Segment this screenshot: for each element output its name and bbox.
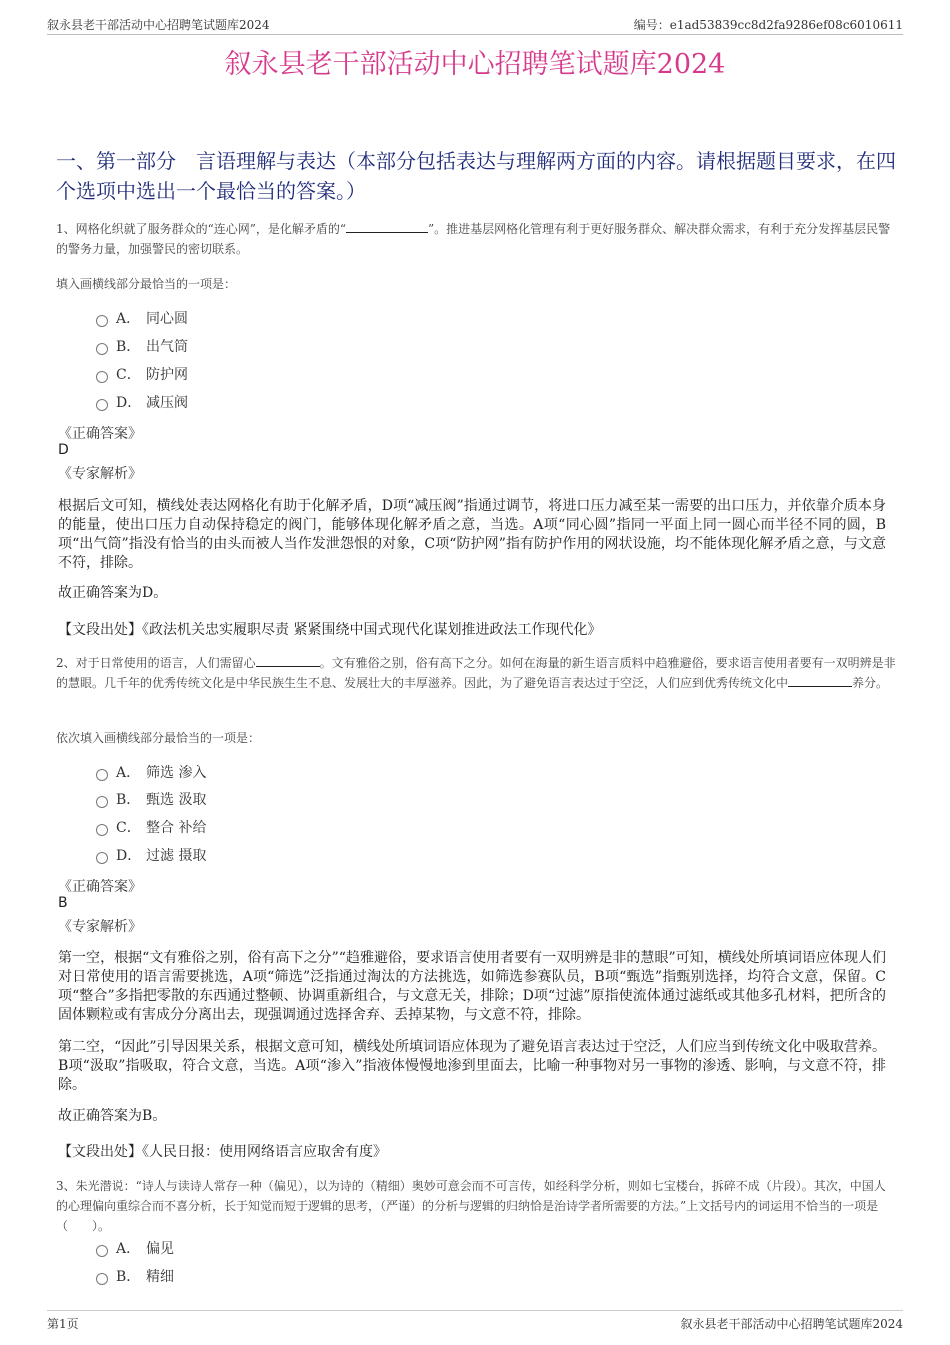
analysis-conclusion: 故正确答案为B。 bbox=[58, 1108, 167, 1124]
answer-value: D bbox=[58, 442, 69, 458]
question-1-text-b: ”。推进基层网格化管理有利于更好服务群众、解决群众需求，有利于充分发挥基层民警的警务力量，加强警民的密切联系。 bbox=[56, 222, 891, 256]
question-2-option-d[interactable]: D． 过滤 摄取 bbox=[96, 846, 206, 866]
analysis-paragraph: 第一空，根据“文有雅俗之别，俗有高下之分”“趋雅避俗，要求语言使用者要有一双明辨是非的慧眼”可知，横线处所填词语应体现人们对日常使用的语言需要挑选，A项“筛选”泛指通过淘汰的方法挑选，如筛选参赛队员，B项“甄选”指甄别选择，均符合文意，保留。C项“整合”多指把零散的东西通过整顿、协调重新组合，与文意无关，排除；D项“过滤”原指使流体通过滤纸或其他多孔材料，把所含的固体颗粒或有害成分分离出去，现强调通过选择舍弃、丢掉某物，与文意不符，排除。 bbox=[58, 950, 886, 1023]
question-2-blank-2 bbox=[788, 674, 852, 687]
answer-label: 《正确答案》 bbox=[58, 879, 142, 895]
question-2-option-a[interactable]: A． 筛选 渗入 bbox=[96, 763, 206, 783]
header-doc-id: 编号：e1ad53839cc8d2fa9286ef08c6010611 bbox=[633, 18, 903, 32]
question-2-blank-1 bbox=[256, 654, 320, 667]
question-1-prompt: 填入画横线部分最恰当的一项是： bbox=[56, 277, 237, 291]
source-citation: 【文段出处】《人民日报：使用网络语言应取舍有度》 bbox=[58, 1144, 387, 1160]
question-3-option-b[interactable]: B． 精细 bbox=[96, 1267, 174, 1287]
question-1-option-c[interactable]: C． 防护网 bbox=[96, 365, 188, 385]
question-1-blank bbox=[346, 220, 428, 233]
radio-icon[interactable] bbox=[96, 852, 108, 864]
radio-icon[interactable] bbox=[96, 371, 108, 383]
section-heading: 一、第一部分 言语理解与表达（本部分包括表达与理解两方面的内容。请根据题目要求，在四个选项中选出一个最恰当的答案。） bbox=[56, 149, 896, 203]
question-2-stem: 2、对于日常使用的语言，人们需留心 。文有雅俗之别，俗有高下之分。如何在海量的新生语言质料中趋雅避俗，要求语言使用者要有一双明辨是非的慧眼。几千年的优秀传统文化是中华民族生生不息、发展壮大的丰厚滋养。因此，为了避免语言表达过于空泛，人们应到优秀传统文化中 养分。 bbox=[56, 656, 896, 690]
radio-icon[interactable] bbox=[96, 769, 108, 781]
radio-icon[interactable] bbox=[96, 796, 108, 808]
header-doc-title: 叙永县老干部活动中心招聘笔试题库2024 bbox=[47, 18, 270, 32]
footer-doc-title: 叙永县老干部活动中心招聘笔试题库2024 bbox=[680, 1317, 903, 1331]
question-2-option-c[interactable]: C． 整合 补给 bbox=[96, 818, 206, 838]
analysis-label: 《专家解析》 bbox=[58, 466, 142, 482]
page-number: 第1页 bbox=[47, 1317, 79, 1331]
question-2-prompt: 依次填入画横线部分最恰当的一项是： bbox=[56, 731, 261, 745]
radio-icon[interactable] bbox=[96, 1273, 108, 1285]
page-title: 叙永县老干部活动中心招聘笔试题库2024 bbox=[224, 49, 726, 80]
question-1-option-d[interactable]: D． 减压阀 bbox=[96, 393, 188, 413]
page-footer bbox=[47, 1310, 903, 1333]
question-1-option-b[interactable]: B． 出气筒 bbox=[96, 337, 188, 357]
radio-icon[interactable] bbox=[96, 399, 108, 411]
question-3-stem: 3、朱光潜说：“诗人与读诗人常存一种（偏见），以为诗的（精细）奥妙可意会而不可言传，如经科学分析，则如七宝楼台，拆碎不成（片段）。其次，中国人的心理偏向重综合而不喜分析，长于知觉而短于逻辑的思考，（严谨）的分析与逻辑的归纳恰是治诗学者所需要的方法。”上文括号内的词运用不恰当的一项是（ ）。 bbox=[56, 1179, 886, 1233]
question-1-stem bbox=[56, 219, 896, 259]
radio-icon[interactable] bbox=[96, 1245, 108, 1257]
answer-value: B bbox=[58, 895, 68, 911]
analysis-label: 《专家解析》 bbox=[58, 919, 142, 935]
question-3-option-a[interactable]: A． 偏见 bbox=[96, 1239, 174, 1259]
answer-label: 《正确答案》 bbox=[58, 426, 142, 442]
analysis-conclusion: 故正确答案为D。 bbox=[58, 585, 168, 601]
radio-icon[interactable] bbox=[96, 824, 108, 836]
source-citation: 【文段出处】《政法机关忠实履职尽责 紧紧围绕中国式现代化谋划推进政法工作现代化》 bbox=[58, 622, 602, 638]
analysis-paragraph: 第二空，“因此”引导因果关系，根据文意可知，横线处所填词语应体现为了避免语言表达过于空泛，人们应当到传统文化中吸取营养。B项“汲取”指吸取，符合文意，当选。A项“渗入”指液体慢慢地渗到里面去，比喻一种事物对另一事物的渗透、影响，与文意不符，排除。 bbox=[58, 1039, 886, 1093]
question-1-text-a: 1、网格化织就了服务群众的“连心网”，是化解矛盾的“ bbox=[56, 222, 347, 236]
analysis-paragraph: 根据后文可知，横线处表达网格化有助于化解矛盾，D项“减压阀”指通过调节，将进口压力减至某一需要的出口压力，并依靠介质本身的能量，使出口压力自动保持稳定的阀门，能够体现化解矛盾之意，当选。A项“同心圆”指同一平面上同一圆心而半径不同的圆，B项“出气筒”指没有恰当的由头而被人当作发泄怨恨的对象，C项“防护网”指有防护作用的网状设施，均不能体现化解矛盾之意，与文意不符，排除。 bbox=[58, 498, 886, 571]
radio-icon[interactable] bbox=[96, 315, 108, 327]
radio-icon[interactable] bbox=[96, 343, 108, 355]
page-header bbox=[47, 14, 903, 35]
question-1-option-a[interactable]: A． 同心圆 bbox=[96, 309, 188, 329]
question-2-option-b[interactable]: B． 甄选 汲取 bbox=[96, 790, 206, 810]
